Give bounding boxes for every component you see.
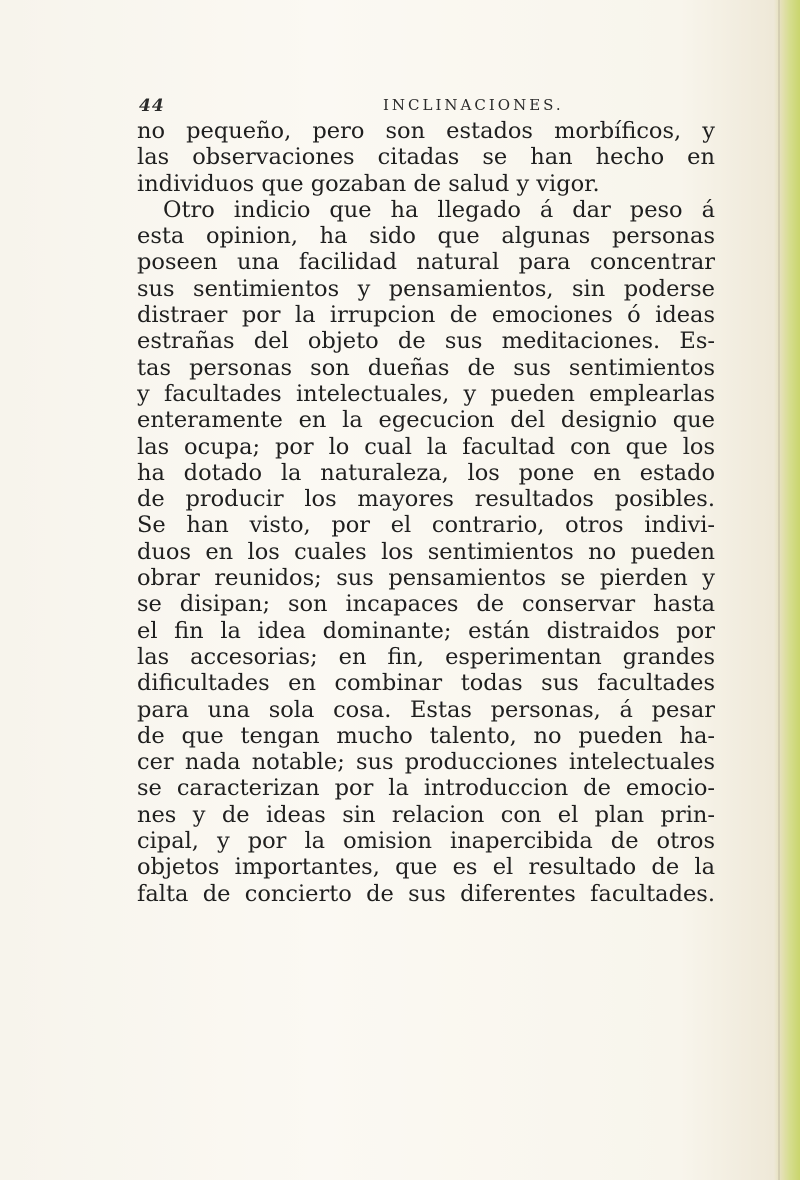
page-number: 44 xyxy=(139,96,165,116)
text-line: no pequeño, pero son estados morbíficos, y xyxy=(137,118,715,144)
text-line: nes y de ideas sin relacion con el plan prin- xyxy=(137,801,715,828)
text-line: para una sola cosa. Estas personas, á pesar xyxy=(137,696,715,723)
text-line: las observaciones citadas se han hecho en xyxy=(137,144,715,171)
text-line: ha dotado la naturaleza, los pone en estado xyxy=(137,459,715,486)
text-line: estrañas del objeto de sus meditaciones. Es- xyxy=(137,328,715,355)
text-line: Se han visto, por el contrario, otros indivi- xyxy=(137,512,715,539)
text-line: se disipan; son incapaces de conservar hasta xyxy=(137,591,715,618)
text-line: las accesorias; en fin, esperimentan grandes xyxy=(137,643,715,670)
text-line: sus sentimientos y pensamientos, sin poderse xyxy=(137,275,715,302)
text-line: obrar reunidos; sus pensamientos se pierden y xyxy=(137,565,715,592)
text-line: y facultades intelectuales, y pueden emplearlas xyxy=(137,380,715,407)
text-line: poseen una facilidad natural para concentrar xyxy=(137,249,715,276)
text-line: duos en los cuales los sentimientos no pueden xyxy=(137,538,715,565)
page-edge-line xyxy=(778,0,780,1180)
text-line: objetos importantes, que es el resultado de la xyxy=(137,854,715,881)
text-line: falta de concierto de sus diferentes facultades. xyxy=(137,880,715,907)
text-line: enteramente en la egecucion del designio que xyxy=(137,407,715,434)
text-line: cipal, y por la omision inapercibida de otros xyxy=(137,828,715,855)
text-line: cer nada notable; sus producciones intelectuales xyxy=(137,749,715,776)
text-line: distraer por la irrupcion de emociones ó ideas xyxy=(137,302,715,329)
text-line: de que tengan mucho talento, no pueden ha- xyxy=(137,722,715,749)
text-line: dificultades en combinar todas sus facultades xyxy=(137,670,715,697)
text-line: las ocupa; por lo cual la facultad con que los xyxy=(137,433,715,460)
text-line: Otro indicio que ha llegado á dar peso á xyxy=(163,196,715,223)
page-header xyxy=(139,96,699,120)
text-line: tas personas son dueñas de sus sentimientos xyxy=(137,354,715,381)
running-head: INCLINACIONES. xyxy=(383,96,564,114)
text-line: esta opinion, ha sido que algunas personas xyxy=(137,223,715,250)
body-text xyxy=(137,118,715,907)
text-line: se caracterizan por la introduccion de emocio- xyxy=(137,775,715,802)
text-line: el fin la idea dominante; están distraidos por xyxy=(137,617,715,644)
text-line: individuos que gozaban de salud y vigor. xyxy=(137,170,600,197)
text-line: de producir los mayores resultados posibles. xyxy=(137,486,715,513)
